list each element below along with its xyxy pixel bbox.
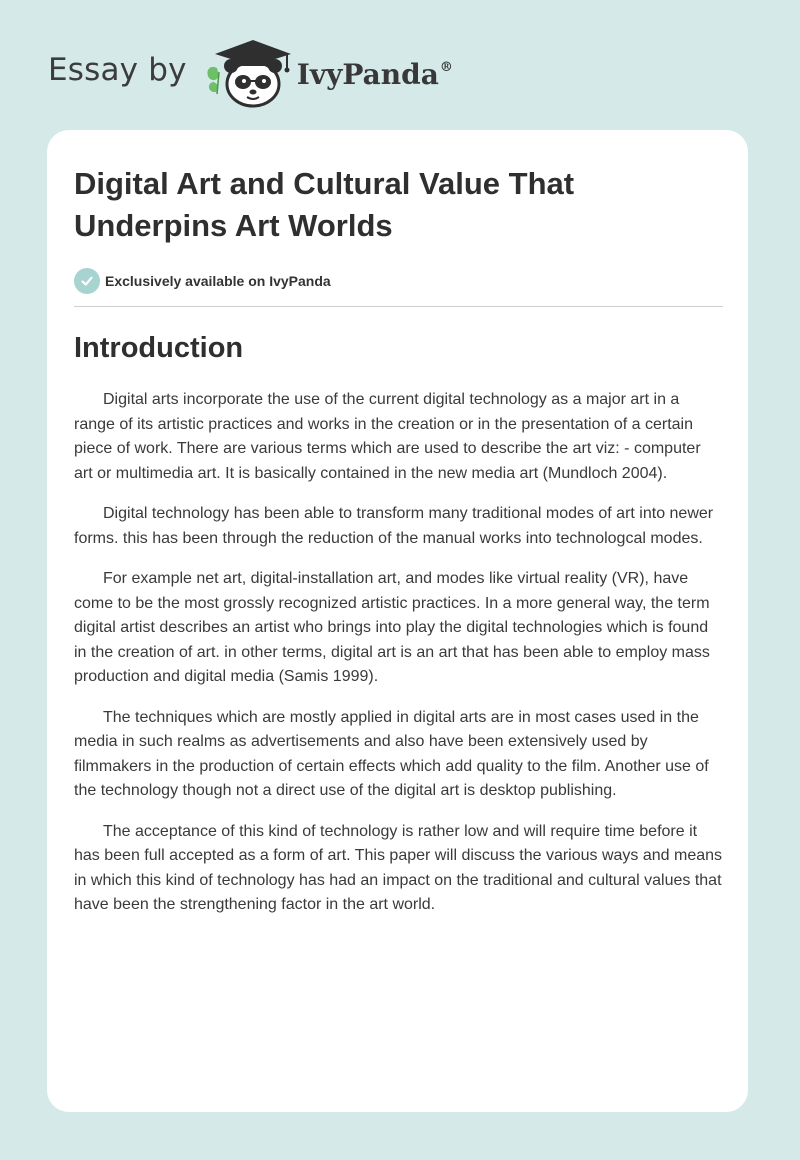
paragraph: The acceptance of this kind of technology is rather low and will require time before it has been full accepted as a form of art. This paper will discuss the various ways and means in which this kind of technology has had an impact on the traditional and cultural values that have been the strengthening factor in the art world. <box>74 822 723 913</box>
exclusive-badge <box>74 268 723 294</box>
paragraph: The techniques which are mostly applied in digital arts are in most cases used in the media in such realms as advertisements and also have been extensively used by filmmakers in the production of certain effects which add quality to the film. Another use of the technology though not a direct use of the digital art is desktop publishing. <box>74 708 709 799</box>
check-circle-icon <box>74 268 100 294</box>
exclusive-label: Exclusively available on IvyPanda <box>105 273 331 289</box>
divider <box>74 306 723 307</box>
essay-card <box>47 130 748 1112</box>
paragraph: For example net art, digital-installation art, and modes like virtual reality (VR), have come to be the most grossly recognized artistic practices. In a more general way, the term digital artist describes an artist who brings into play the digital technologies which is found in the creation of art. in other terms, digital art is an art that has been able to employ mass production and digital media (Samis 1999). <box>74 570 710 685</box>
essay-content <box>74 163 723 934</box>
site-header <box>48 34 453 110</box>
essay-body <box>74 388 723 918</box>
paragraph: Digital technology has been able to transform many traditional modes of art into newer forms. this has been through the reduction of the manual works into technologcal modes. <box>74 505 714 547</box>
essay-by-label: Essay by <box>48 52 187 88</box>
paragraph: Digital arts incorporate the use of the current digital technology as a major art in a range of its artistic practices and works in the creation or in the presentation of a certain piece of work. There are various terms which are used to describe the art viz: - computer art or multimedia art. It is basically contained in the new media art (Mundloch 2004). <box>74 391 701 482</box>
brand-name[interactable] <box>297 58 453 91</box>
brand-text: IvyPanda <box>296 57 439 91</box>
essay-title: Digital Art and Cultural Value That Underpins Art Worlds <box>74 166 575 243</box>
panda-graduate-icon[interactable] <box>203 34 299 110</box>
registered-mark: ® <box>439 59 453 75</box>
section-heading: Introduction <box>74 332 244 364</box>
